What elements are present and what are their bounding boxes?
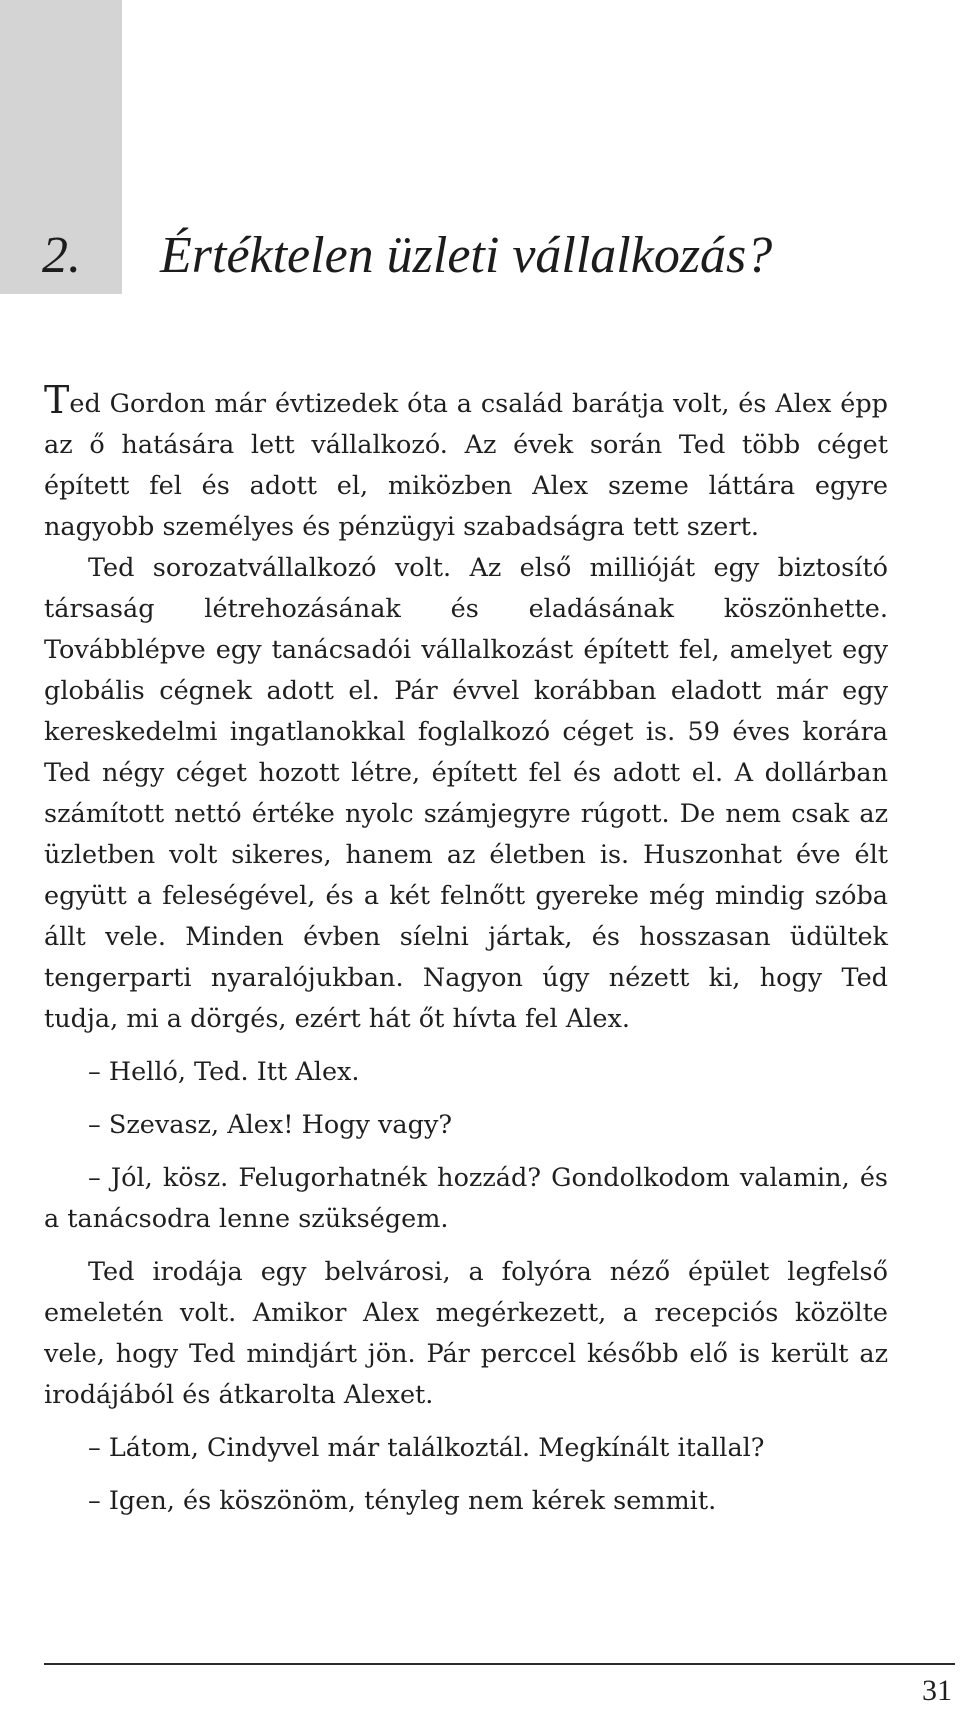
dialogue-line-2: – Szevasz, Alex! Hogy vagy? [88,1110,453,1140]
chapter-heading [42,222,942,290]
dialogue-line-1: – Helló, Ted. Itt Alex. [88,1057,360,1087]
dialogue-line-5: – Igen, és köszönöm, tényleg nem kérek semmit. [88,1486,717,1516]
paragraph-1 [44,378,888,548]
dialogue-line-3: – Jól, kösz. Felugorhatnék hozzád? Gondolkodom valamin, és a tanácsodra lenne szükségem. [44,1163,888,1234]
paragraph-2: Ted sorozatvállalkozó volt. Az első millióját egy biztosító társaság létrehozásának és eladásának köszönhette. Továbblépve egy tanácsadói vállalkozást épített fel, amelyet egy globális cégnek adott el. Pár évvel korábban eladott már egy kereskedelmi ingatlanokkal foglalkozó céget is. 59 éves korára Ted négy céget hozott létre, épített fel és adott el. A dollárban számított nettó értéke nyolc számjegyre rúgott. De nem csak az üzletben volt sikeres, hanem az életben is. Huszonhat éve élt együtt a feleségével, és a két felnőtt gyereke még mindig szóba állt vele. Minden évben síelni jártak, és hosszasan üdültek tengerparti nyaralójukban. Nagyon úgy nézett ki, hogy Ted tudja, mi a dörgés, ezért hát őt hívta fel Alex. [44,553,888,1034]
chapter-title: Értéktelen üzleti vállalkozás? [160,227,773,284]
paragraph-3: Ted irodája egy belvárosi, a folyóra néző épület legfelső emeletén volt. Amikor Alex megérkezett, a recepciós közölte vele, hogy Ted mindjárt jön. Pár perccel később elő is került az irodájából és átkarolta Alexet. [44,1257,888,1410]
page-number: 31 [922,1674,952,1707]
drop-initial: T [44,378,70,422]
paragraph-1-text: ed Gordon már évtizedek óta a család barátja volt, és Alex épp az ő hatására lett vállalkozó. Az évek során Ted több céget épített fel és adott el, miközben Alex szeme láttára egyre nagyobb személyes és pénzügyi szabadságra tett szert. [44,389,888,542]
chapter-number: 2. [42,227,81,284]
footer-rule [44,1663,955,1665]
body-text [44,378,888,1522]
dialogue-line-4: – Látom, Cindyvel már találkoztál. Megkínált itallal? [88,1433,765,1463]
